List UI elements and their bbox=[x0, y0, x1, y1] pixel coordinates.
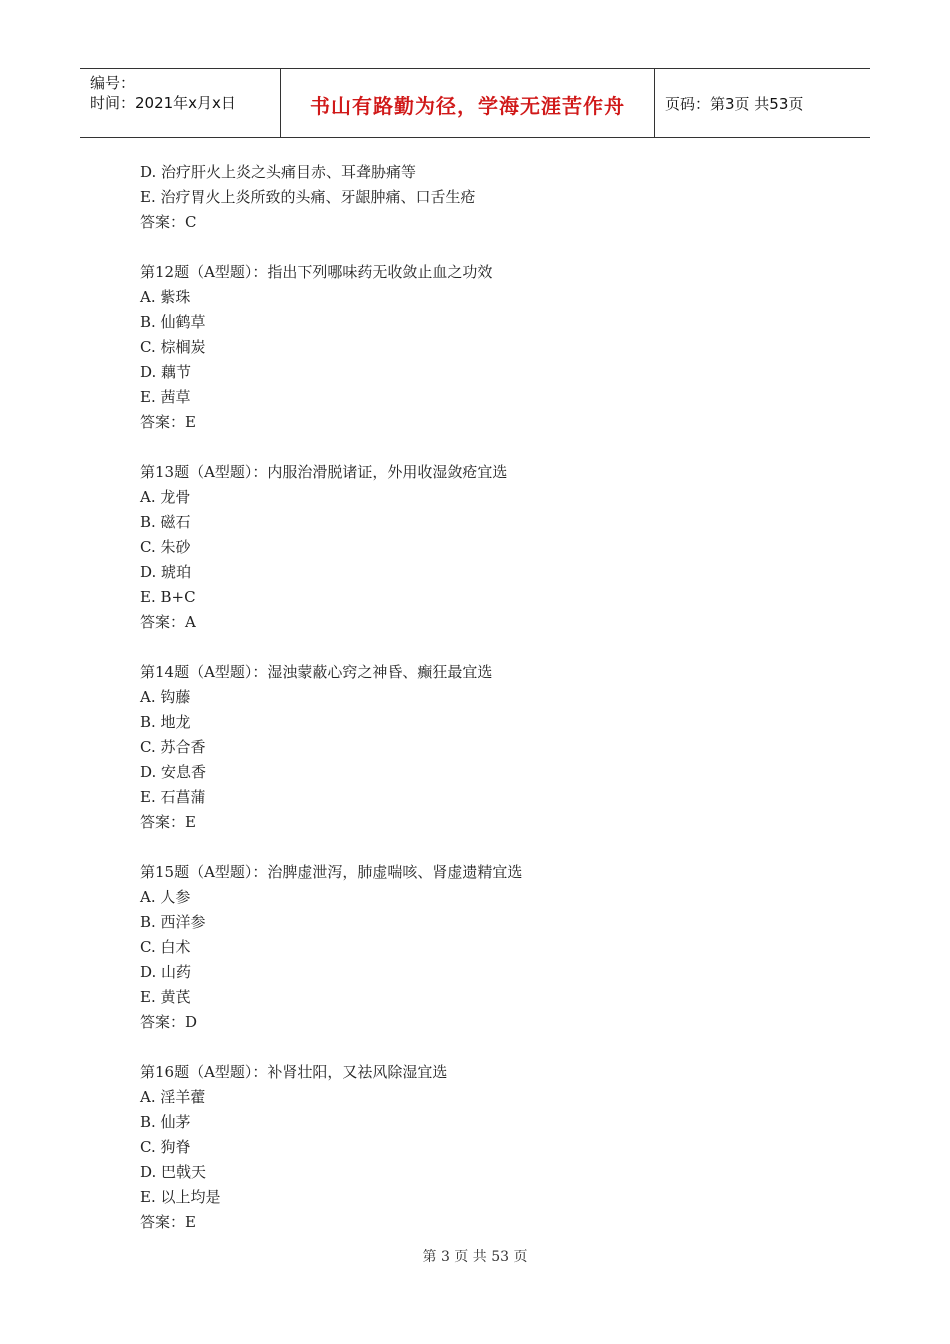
option-line: B. 仙茅 bbox=[140, 1113, 191, 1131]
footer-page-number: 第 3 页 共 53 页 bbox=[422, 1249, 528, 1265]
option-line: D. 治疗肝火上炎之头痛目赤、耳聋胁痛等 bbox=[140, 163, 417, 181]
question-block bbox=[140, 660, 840, 835]
option-line: E. 治疗胃火上炎所致的头痛、牙龈肿痛、口舌生疮 bbox=[140, 188, 476, 206]
option-line: B. 西洋参 bbox=[140, 913, 206, 931]
question-block bbox=[140, 860, 840, 1035]
page-header bbox=[80, 68, 870, 138]
question-block bbox=[140, 260, 840, 435]
document-date-label: 时间：2021年x月x日 bbox=[90, 94, 236, 112]
option-line: E. B+C bbox=[140, 588, 196, 606]
option-line: E. 茜草 bbox=[140, 388, 191, 406]
question-block bbox=[140, 460, 840, 635]
option-line: D. 山药 bbox=[140, 963, 192, 981]
option-line: A. 钩藤 bbox=[140, 688, 191, 706]
option-line: A. 龙骨 bbox=[140, 488, 191, 506]
answer-line: 答案：A bbox=[140, 613, 196, 631]
answer-line: 答案：D bbox=[140, 1013, 198, 1031]
answer-line: 答案：E bbox=[140, 813, 196, 831]
option-line: C. 狗脊 bbox=[140, 1138, 191, 1156]
question-title: 第12题（A型题）：指出下列哪味药无收敛止血之功效 bbox=[140, 263, 493, 281]
option-line: C. 白术 bbox=[140, 938, 191, 956]
option-line: A. 紫珠 bbox=[140, 288, 191, 306]
option-line: C. 苏合香 bbox=[140, 738, 206, 756]
option-line: A. 人参 bbox=[140, 888, 191, 906]
carryover-block bbox=[140, 160, 840, 235]
option-line: E. 石菖蒲 bbox=[140, 788, 206, 806]
option-line: D. 藕节 bbox=[140, 363, 192, 381]
question-title: 第15题（A型题）：治脾虚泄泻，肺虚喘咳、肾虚遗精宜选 bbox=[140, 863, 523, 881]
question-list bbox=[140, 160, 840, 1260]
option-line: C. 棕榈炭 bbox=[140, 338, 206, 356]
document-number-label: 编号： bbox=[90, 74, 136, 92]
question-title: 第13题（A型题）：内服治滑脱诸证，外用收湿敛疮宜选 bbox=[140, 463, 508, 481]
page-footer bbox=[0, 1246, 950, 1266]
option-line: E. 以上均是 bbox=[140, 1188, 221, 1206]
option-line: E. 黄芪 bbox=[140, 988, 191, 1006]
option-line: D. 琥珀 bbox=[140, 563, 192, 581]
option-line: B. 仙鹤草 bbox=[140, 313, 206, 331]
header-motto-cell bbox=[281, 69, 655, 137]
option-line: B. 地龙 bbox=[140, 713, 191, 731]
answer-line: 答案：E bbox=[140, 413, 196, 431]
answer-line: 答案：E bbox=[140, 1213, 196, 1231]
question-title: 第14题（A型题）：湿浊蒙蔽心窍之神昏、癫狂最宜选 bbox=[140, 663, 493, 681]
header-motto: 书山有路勤为径，学海无涯苦作舟 bbox=[310, 94, 625, 118]
option-line: A. 淫羊藿 bbox=[140, 1088, 206, 1106]
header-meta-cell bbox=[80, 69, 281, 137]
question-title: 第16题（A型题）：补肾壮阳，又祛风除湿宜选 bbox=[140, 1063, 448, 1081]
option-line: D. 巴戟天 bbox=[140, 1163, 207, 1181]
option-line: C. 朱砂 bbox=[140, 538, 191, 556]
header-page-cell bbox=[655, 69, 870, 137]
option-line: B. 磁石 bbox=[140, 513, 191, 531]
header-page-number: 页码：第3页 共53页 bbox=[665, 95, 804, 113]
option-line: D. 安息香 bbox=[140, 763, 207, 781]
answer-line: 答案：C bbox=[140, 213, 197, 231]
question-block bbox=[140, 1060, 840, 1235]
